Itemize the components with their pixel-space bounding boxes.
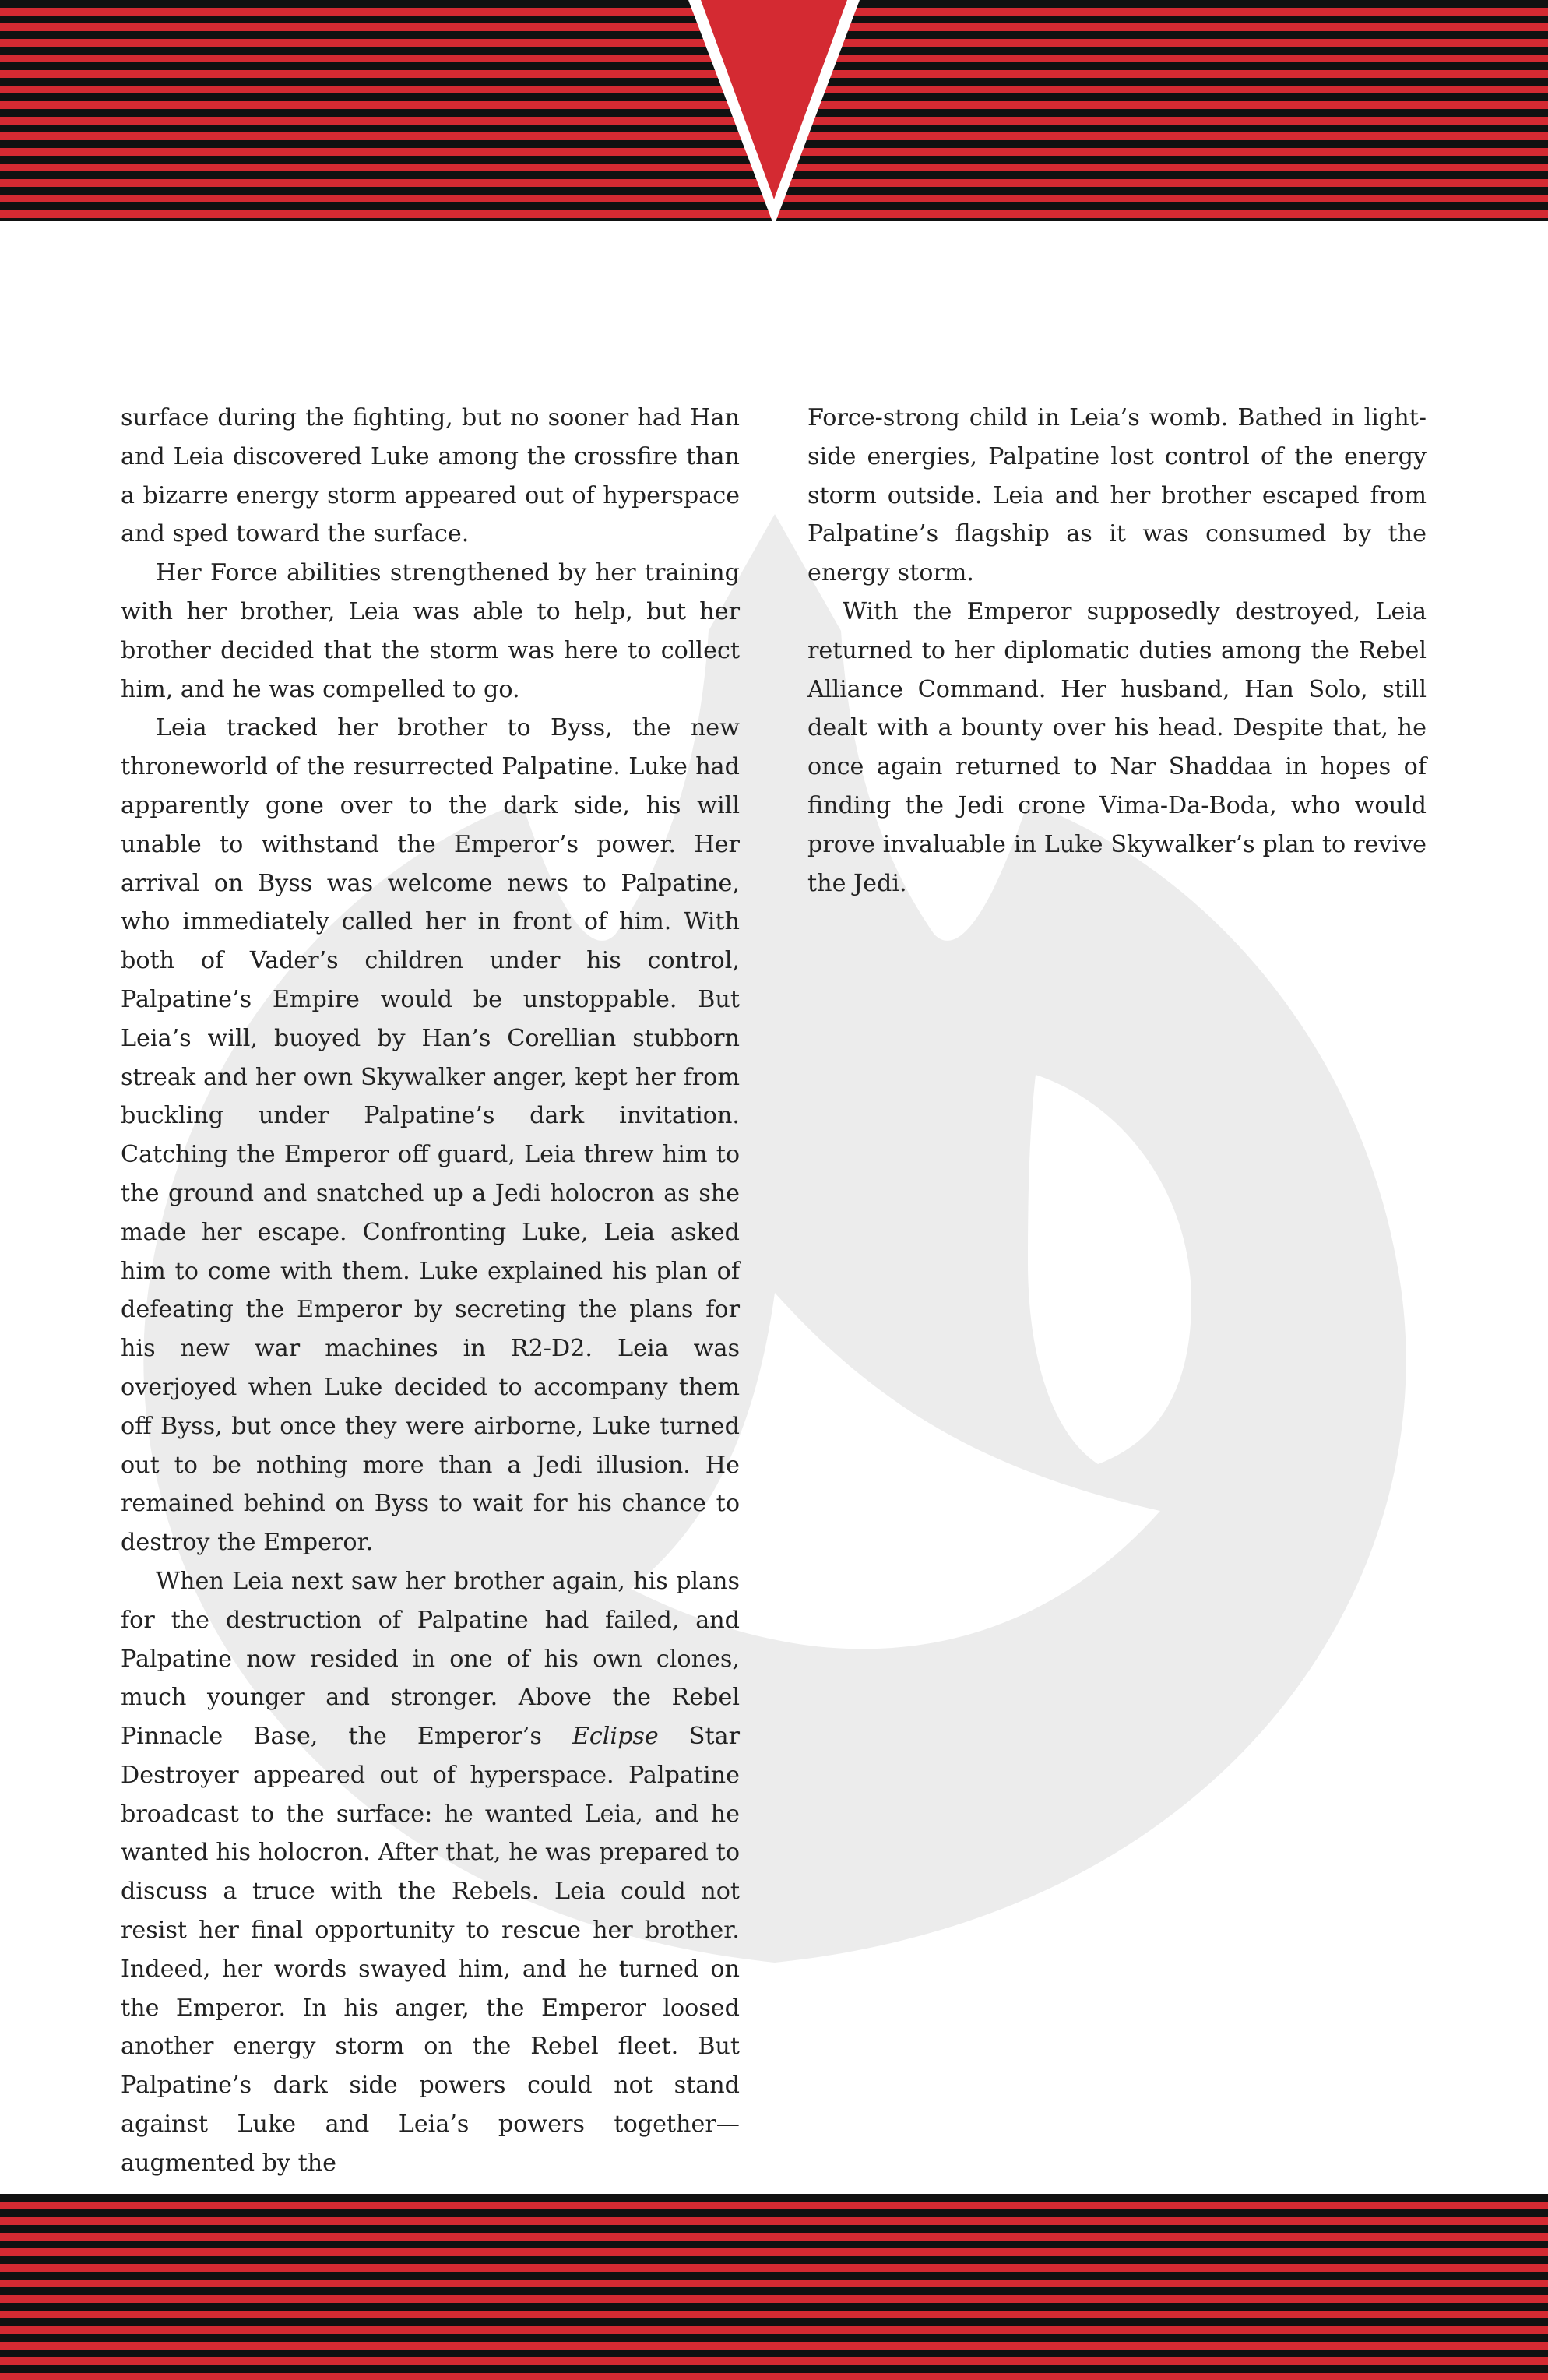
right-paragraph-2: With the Emperor supposedly destroyed, Leia returned to her diplomatic duties among the Rebel Alliance Command. Her husband, Han Solo, still dealt with a bounty over his head. Despite that, he once again returned to Nar Shaddaa in hopes of finding the Jedi crone Vima-Da-Boda, who would prove invaluable in Luke Skywalker’s plan to revive the Jedi. <box>807 597 1427 897</box>
left-paragraph-2: Her Force abilities strengthened by her training with her brother, Leia was able to help, but her brother decided that the storm was here to collect him, and he was compelled to go. <box>121 559 740 703</box>
left-paragraph-4 <box>121 1562 740 2183</box>
ship-name-italic: Eclipse <box>572 1723 659 1751</box>
left-paragraph-1: surface during the fighting, but no sooner had Han and Leia discovered Luke among the crossfire than a bizarre energy storm appeared out of hyperspace and sped toward the surface. <box>121 404 740 548</box>
paragraph-4-text-end: Star Destroyer appeared out of hyperspace. Palpatine broadcast to the surface: he wanted Leia, and he wanted his holocron. After that, he was prepared to discuss a truce with the Rebels. Leia could not resist her final opportunity to rescue her brother. Indeed, her words swayed him, and he turned on the Emperor. In his anger, the Emperor loosed another energy storm on the Rebel fleet. But Palpatine’s dark side powers could not stand against Luke and Leia’s powers together—augmented by the <box>121 1723 741 2177</box>
right-paragraph-1: Force-strong child in Leia’s womb. Bathed in light-side energies, Palpatine lost control of the energy storm outside. Leia and her brother escaped from Palpatine’s flagship as it was consumed by the energy storm. <box>807 404 1427 587</box>
bottom-stripe-band <box>0 2194 1548 2380</box>
red-chevron-icon <box>688 0 860 226</box>
right-text-column <box>807 399 1427 903</box>
left-paragraph-3: Leia tracked her brother to Byss, the new throneworld of the resurrected Palpatine. Luke had apparently gone over to the dark side, his will unable to withstand the Emperor’s power. Her arrival on Byss was welcome news to Palpatine, who immediately called her in front of him. With both of Vader’s children under his control, Palpatine’s Empire would be unstoppable. But Leia’s will, buoyed by Han’s Corellian stubborn streak and her own Skywalker anger, kept her from buckling under Palpatine’s dark invitation. Catching the Emperor off guard, Leia threw him to the ground and snatched up a Jedi holocron as she made her escape. Confronting Luke, Leia asked him to come with them. Luke explained his plan of defeating the Emperor by secreting the plans for his new war machines in R2-D2. Leia was overjoyed when Luke decided to accompany them off Byss, but once they were airborne, Luke turned out to be nothing more than a Jedi illusion. He remained behind on Byss to wait for his chance to destroy the Emperor. <box>121 714 740 1557</box>
left-text-column <box>121 399 740 2183</box>
paragraph-4-text-start: When Leia next saw her brother again, his plans for the destruction of Palpatine had failed, and Palpatine now resided in one of his own clones, much younger and stronger. Above the Rebel Pinnacle Base, the Emperor’s <box>121 1567 740 1751</box>
